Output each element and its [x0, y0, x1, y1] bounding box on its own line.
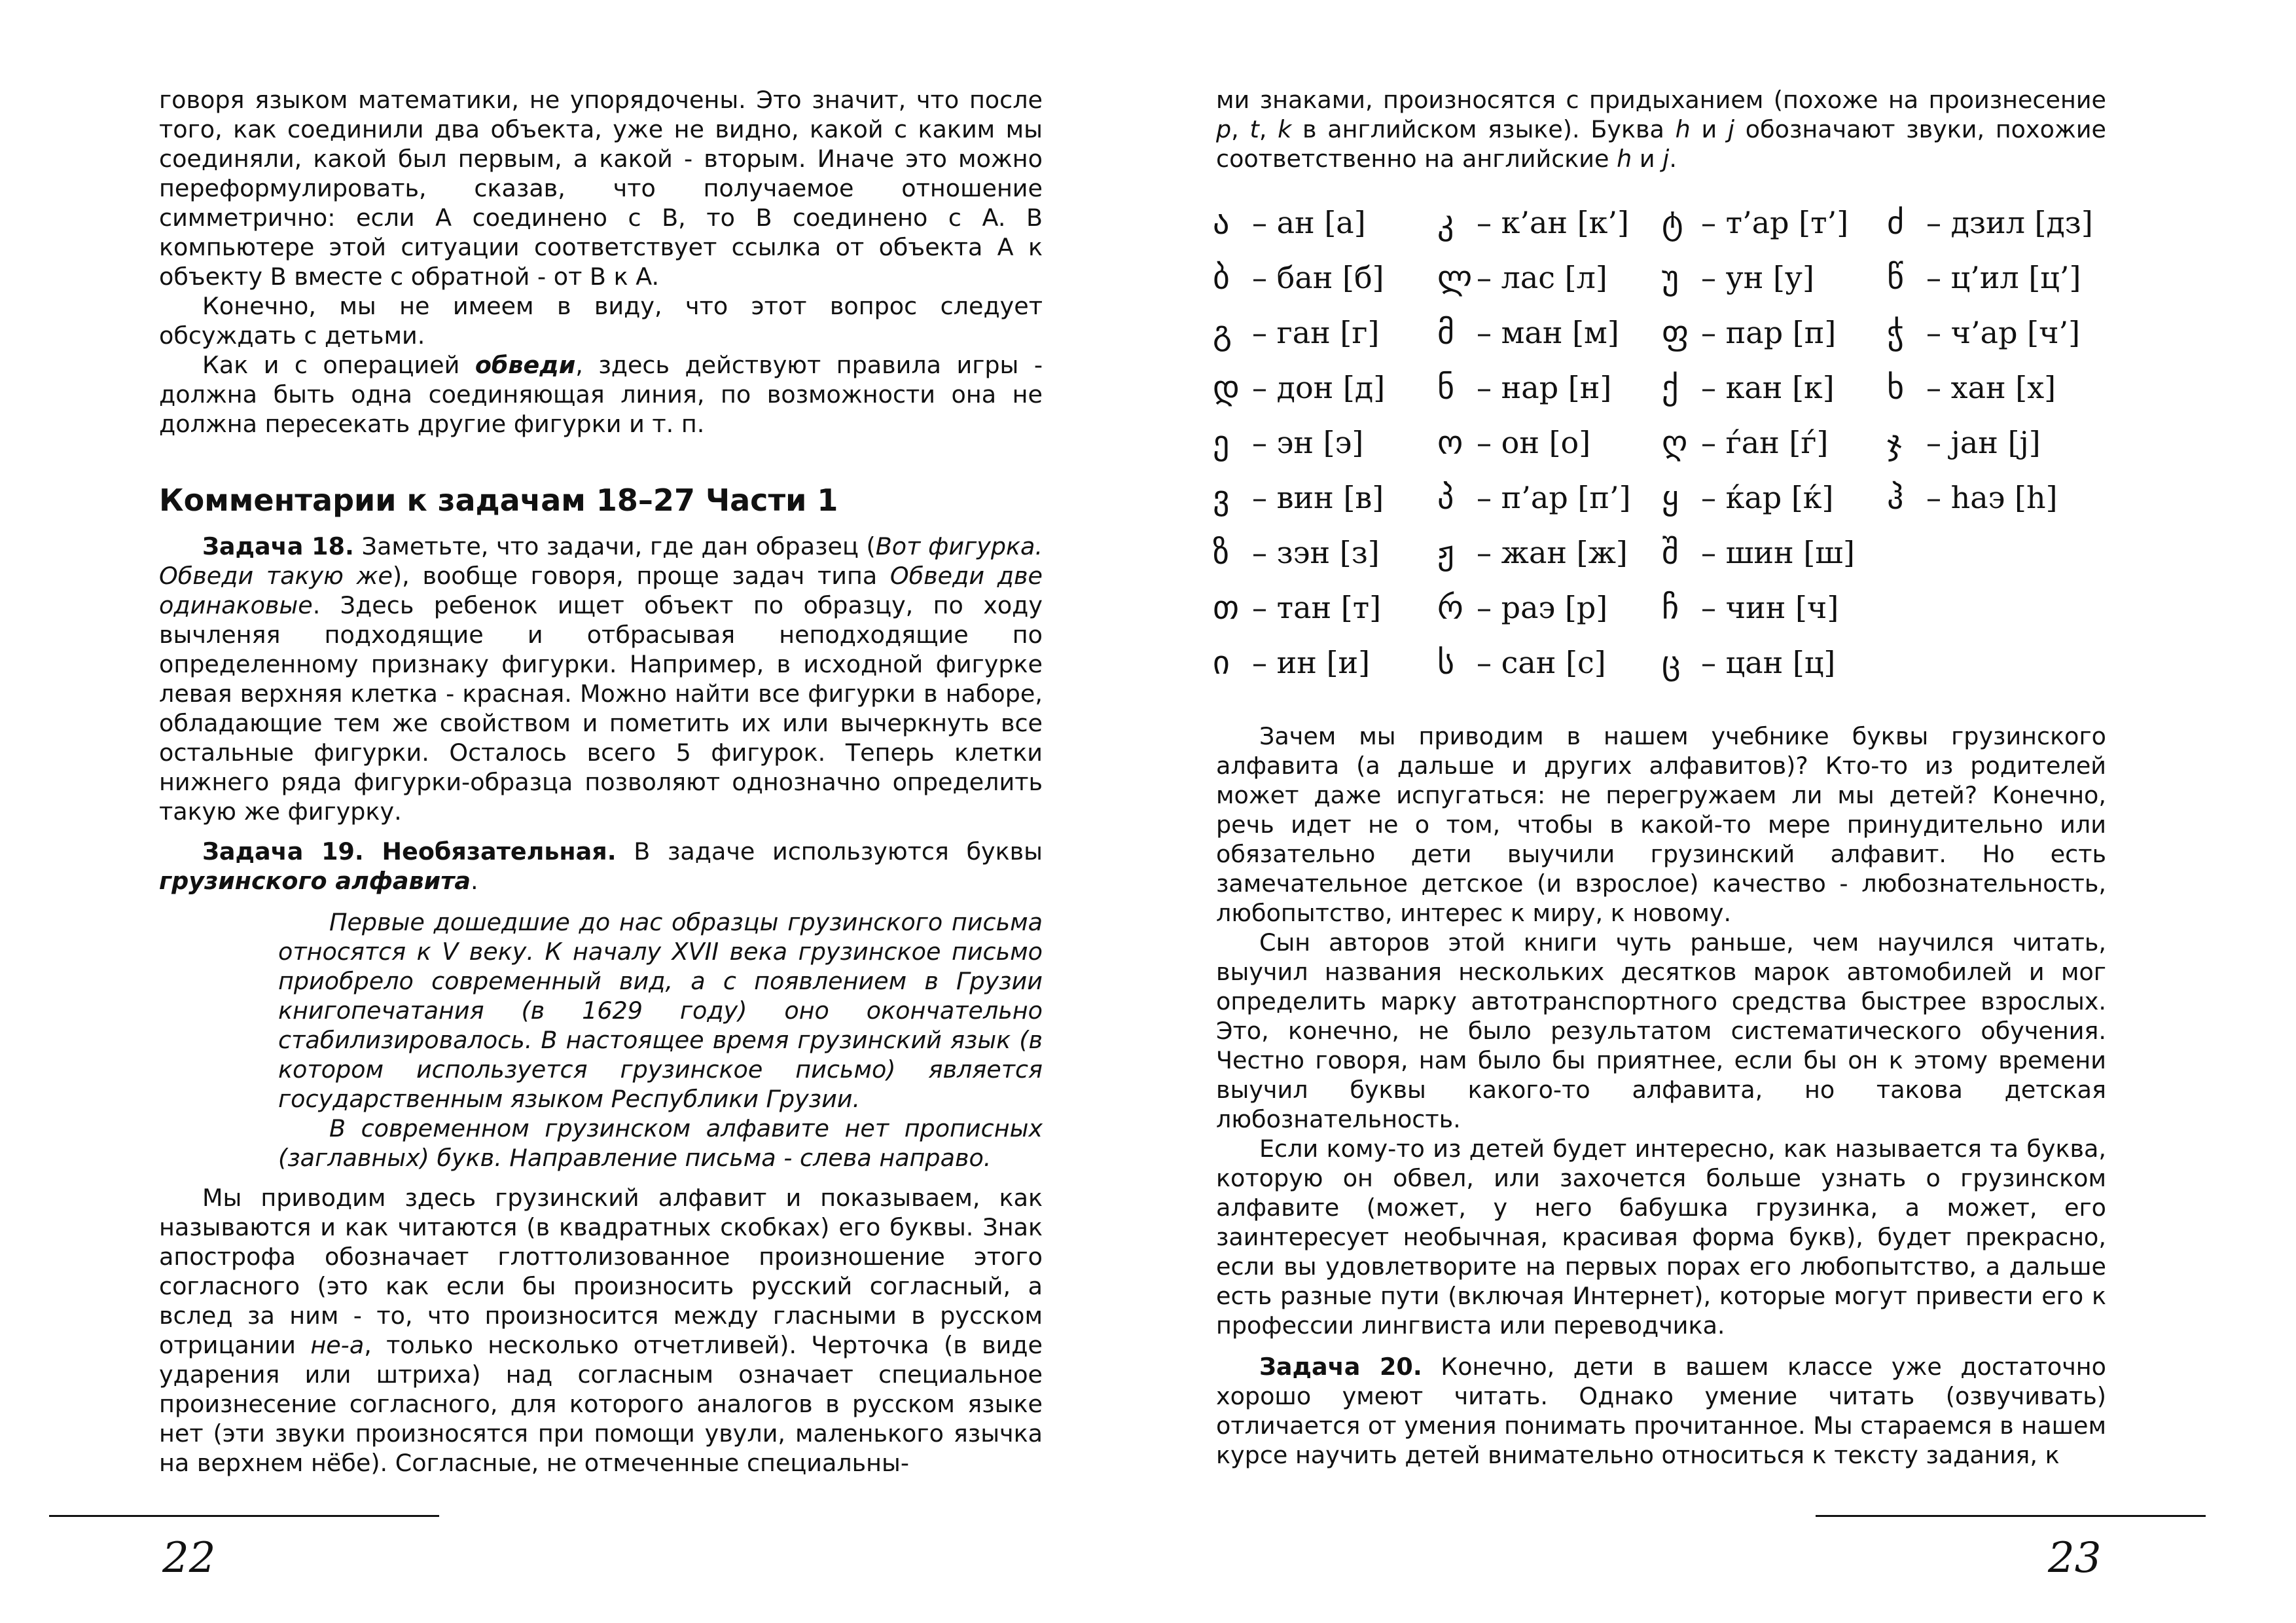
page-number: 22	[162, 1534, 216, 1582]
letter-name: – тан [т]	[1252, 590, 1382, 625]
georgian-letter: ც	[1662, 644, 1681, 682]
alphabet-letter-entry	[1662, 470, 1855, 525]
alphabet-letter-entry	[1213, 635, 1385, 690]
paragraph: Мы приводим здесь грузинский алфавит и показываем, как называются и как читаются (в квадратных скобках) его буквы. Знак апострофа обозначает глоттолизованное произношение этого согласного (это как если бы произносить русский согласный, а вслед за ним - то, что произносится между гласными в русском отрицании не-а, только несколько отчетливей). Черточка (в виде ударения или штриха) над согласным означает специальное произнесение согласного, для которого аналогов в русском языке нет (эти звуки произносятся при помощи увули, маленького язычка на верхнем нёбе). Согласные, не отмеченные специальны-	[159, 1184, 1043, 1477]
georgian-letter: ო	[1437, 424, 1463, 462]
georgian-letter: ჟ	[1437, 534, 1454, 572]
georgian-letter: წ	[1887, 259, 1904, 297]
georgian-letter: ჭ	[1887, 314, 1905, 352]
alphabet-letter-entry	[1213, 305, 1385, 360]
letter-name: – бан [б]	[1252, 260, 1384, 295]
alphabet-column	[1887, 195, 2093, 525]
georgian-letter: ხ	[1887, 369, 1905, 407]
alphabet-letter-entry	[1887, 360, 2093, 415]
georgian-letter: დ	[1213, 369, 1240, 407]
alphabet-letter-entry	[1213, 580, 1385, 635]
letter-name: – ан [а]	[1252, 205, 1366, 240]
quote-paragraph: В современном грузинском алфавите нет прописных (заглавных) букв. Направление письма - слева направо.	[278, 1114, 1043, 1172]
letter-name: – дон [д]	[1252, 370, 1386, 405]
letter-name: – т’ар [т’]	[1701, 205, 1849, 240]
georgian-letter: ს	[1437, 644, 1455, 682]
letter-name: – hаэ [h]	[1926, 480, 2058, 515]
letter-name: – ќар [ќ]	[1701, 480, 1834, 515]
letter-name: – цан [ц]	[1701, 645, 1836, 680]
georgian-letter: პ	[1437, 479, 1454, 517]
right-lower-text	[1216, 721, 2106, 1470]
alphabet-letter-entry	[1213, 250, 1385, 305]
alphabet-letter-entry	[1887, 250, 2093, 305]
letter-name: – ман [м]	[1477, 315, 1619, 350]
georgian-letter: ი	[1213, 644, 1230, 682]
letter-name: – чин [ч]	[1701, 590, 1839, 625]
alphabet-letter-entry	[1437, 525, 1631, 580]
alphabet-letter-entry	[1662, 195, 1855, 250]
alphabet-letter-entry	[1662, 250, 1855, 305]
letter-name: – он [о]	[1477, 425, 1591, 460]
letter-name: – жан [ж]	[1477, 535, 1628, 570]
georgian-letter: ძ	[1887, 204, 1905, 242]
alphabet-column	[1662, 195, 1855, 690]
alphabet-letter-entry	[1437, 415, 1631, 470]
georgian-letter: თ	[1213, 589, 1240, 627]
alphabet-column	[1213, 195, 1385, 690]
georgian-letter: შ	[1662, 534, 1679, 572]
letter-name: – јан [ј]	[1926, 425, 2041, 460]
alphabet-letter-entry	[1213, 195, 1385, 250]
letter-name: – сан [с]	[1477, 645, 1606, 680]
paragraph: Как и с операцией обведи, здесь действуют правила игры - должна быть одна соединяющая линия, по возможности она не должна пересекать другие фигурки и т. п.	[159, 351, 1043, 438]
alphabet-letter-entry	[1437, 580, 1631, 635]
task-19: Задача 19. Необязательная. В задаче используются буквы грузинского алфавита.	[159, 837, 1043, 895]
georgian-letter: უ	[1662, 259, 1679, 297]
georgian-letter: ბ	[1213, 259, 1230, 297]
georgian-letter: ყ	[1662, 479, 1679, 517]
georgian-letter: ზ	[1213, 534, 1230, 572]
alphabet-letter-entry	[1662, 305, 1855, 360]
paragraph: ми знаками, произносятся с придыханием (похоже на произнесение p, t, k в английском языке). Буква h и j обозначают звуки, похожие соответственно на английские h и j.	[1216, 86, 2107, 173]
georgian-letter: ტ	[1662, 204, 1683, 242]
right-text-column	[1216, 85, 2106, 173]
section-heading: Комментарии к задачам 18–27 Части 1	[159, 483, 838, 518]
alphabet-letter-entry	[1887, 415, 2093, 470]
alphabet-letter-entry	[1213, 525, 1385, 580]
alphabet-letter-entry	[1437, 635, 1631, 690]
georgian-letter: ღ	[1662, 424, 1688, 462]
alphabet-letter-entry	[1437, 360, 1631, 415]
paragraph: Конечно, мы не имеем в виду, что этот вопрос следует обсуждать с детьми.	[159, 292, 1043, 350]
task-20: Задача 20. Конечно, дети в вашем классе уже достаточно хорошо умеют читать. Однако умение читать (озвучивать) отличается от умения понимать прочитанное. Мы стараемся в нашем курсе научить детей внимательно относиться к тексту задания, к	[1216, 1353, 2106, 1469]
georgian-letter: მ	[1437, 314, 1455, 352]
letter-name: – кан [к]	[1701, 370, 1835, 405]
letter-name: – пар [п]	[1701, 315, 1837, 350]
letter-name: – ѓан [ѓ]	[1701, 425, 1829, 460]
quote-paragraph: Первые дошедшие до нас образцы грузинского письма относятся к V веку. К началу XVII века грузинское письмо приобрело современный вид, а с появлением в Грузии книгопечатания (в 1629 году) оно окончательно стабилизировалось. В настоящее время грузинский язык (в котором используется грузинское письмо) является государственным языком Республики Грузии.	[278, 908, 1043, 1113]
georgian-letter: ჰ	[1887, 479, 1904, 517]
footer-rule	[1816, 1515, 2206, 1517]
letter-name: – ц’ил [ц’]	[1926, 260, 2081, 295]
alphabet-letter-entry	[1887, 195, 2093, 250]
alphabet-letter-entry	[1662, 360, 1855, 415]
alphabet-letter-entry	[1662, 525, 1855, 580]
georgian-letter: ა	[1213, 204, 1230, 242]
page-number: 23	[2048, 1534, 2102, 1582]
letter-name: – раэ [р]	[1477, 590, 1608, 625]
alphabet-letter-entry	[1662, 415, 1855, 470]
letter-name: – ун [у]	[1701, 260, 1814, 295]
georgian-letter: გ	[1213, 314, 1232, 352]
alphabet-letter-entry	[1213, 415, 1385, 470]
paragraph: Если кому-то из детей будет интересно, как называется та буква, которую он обвел, или захочется больше узнать о грузинском алфавите (может, у него бабушка грузинка, а может, его заинтересует необычная, красивая форма букв), будет прекрасно, если вы удовлетворите на первых порах его любопытство, а дальше есть разные пути (включая Интернет), которые могут привести его к профессии лингвиста или переводчика.	[1216, 1135, 2106, 1340]
georgian-letter: ჯ	[1887, 424, 1902, 462]
letter-name: – ган [г]	[1252, 315, 1380, 350]
georgian-letter: ფ	[1662, 314, 1689, 352]
georgian-letter: ჩ	[1662, 589, 1679, 627]
letter-name: – ч’ар [ч’]	[1926, 315, 2081, 350]
alphabet-letter-entry	[1213, 470, 1385, 525]
alphabet-column	[1437, 195, 1631, 690]
footer-rule	[49, 1515, 439, 1517]
letter-name: – к’ан [к’]	[1477, 205, 1629, 240]
alphabet-letter-entry	[1213, 360, 1385, 415]
task-18: Задача 18. Заметьте, что задачи, где дан образец (Вот фигурка. Обведи такую же), вообще говоря, проще задач типа Обведи две одинаковые. Здесь ребенок ищет объект по образцу, по ходу вычленяя подходящие и отбрасывая неподходящие по определенному признаку фигурки. Например, в исходной фигурке левая верхняя клетка - красная. Можно найти все фигурки в наборе, обладающие тем же свойством и пометить их или вычеркнуть все остальные фигурки. Осталось всего 5 фигурок. Теперь клетки нижнего ряда фигурки-образца позволяют однозначно определить такую же фигурку.	[159, 532, 1043, 826]
georgian-letter: რ	[1437, 589, 1463, 627]
alphabet-letter-entry	[1662, 635, 1855, 690]
quote-block	[278, 907, 1043, 1173]
georgian-letter: ქ	[1662, 369, 1679, 407]
letter-name: – вин [в]	[1252, 480, 1384, 515]
alphabet-letter-entry	[1437, 195, 1631, 250]
alphabet-letter-entry	[1887, 305, 2093, 360]
alphabet-letter-entry	[1662, 580, 1855, 635]
letter-name: – п’ар [п’]	[1477, 480, 1631, 515]
georgian-letter: ნ	[1437, 369, 1455, 407]
paragraph: говоря языком математики, не упорядочены. Это значит, что после того, как соединили два объекта, уже не видно, какой с каким мы соединяли, какой был первым, а какой - вторым. Иначе это можно переформулировать, сказав, что получаемое отношение симметрично: если A соединено с B, то B соединено с A. В компьютере этой ситуации соответствует ссылка от объекта A к объекту B вместе с обратной - от B к A.	[159, 86, 1043, 291]
letter-name: – ин [и]	[1252, 645, 1371, 680]
letter-name: – хан [х]	[1926, 370, 2056, 405]
georgian-letter: ე	[1213, 424, 1230, 462]
letter-name: – нар [н]	[1477, 370, 1612, 405]
paragraph: Зачем мы приводим в нашем учебнике буквы грузинского алфавита (а дальше и других алфавитов)? Кто-то из родителей может даже испугаться: не перегружаем ли мы детей? Конечно, речь идет не о том, чтобы в какой-то мере принудительно или обязательно дети выучили грузинский алфавит. Но есть замечательное детское (и взрослое) качество - любознательность, любопытство, интерес к миру, к новому.	[1216, 722, 2106, 927]
alphabet-letter-entry	[1437, 305, 1631, 360]
letter-name: – дзил [дз]	[1926, 205, 2093, 240]
alphabet-letter-entry	[1437, 470, 1631, 525]
left-text-column	[159, 85, 1043, 1478]
letter-name: – эн [э]	[1252, 425, 1364, 460]
georgian-letter: ლ	[1437, 259, 1473, 297]
alphabet-letter-entry	[1887, 470, 2093, 525]
letter-name: – шин [ш]	[1701, 535, 1855, 570]
letter-name: – зэн [з]	[1252, 535, 1380, 570]
alphabet-letter-entry	[1437, 250, 1631, 305]
georgian-letter: ვ	[1213, 479, 1230, 517]
letter-name: – лас [л]	[1477, 260, 1607, 295]
paragraph: Сын авторов этой книги чуть раньше, чем научился читать, выучил названия нескольких десятков марок автомобилей и мог определить марку автотранспортного средства быстрее взрослых. Это, конечно, не было результатом систематического обучения. Честно говоря, нам было бы приятнее, если бы он к этому времени выучил буквы какого-то алфавита, но такова детская любознательность.	[1216, 928, 2106, 1133]
georgian-letter: კ	[1437, 204, 1454, 242]
